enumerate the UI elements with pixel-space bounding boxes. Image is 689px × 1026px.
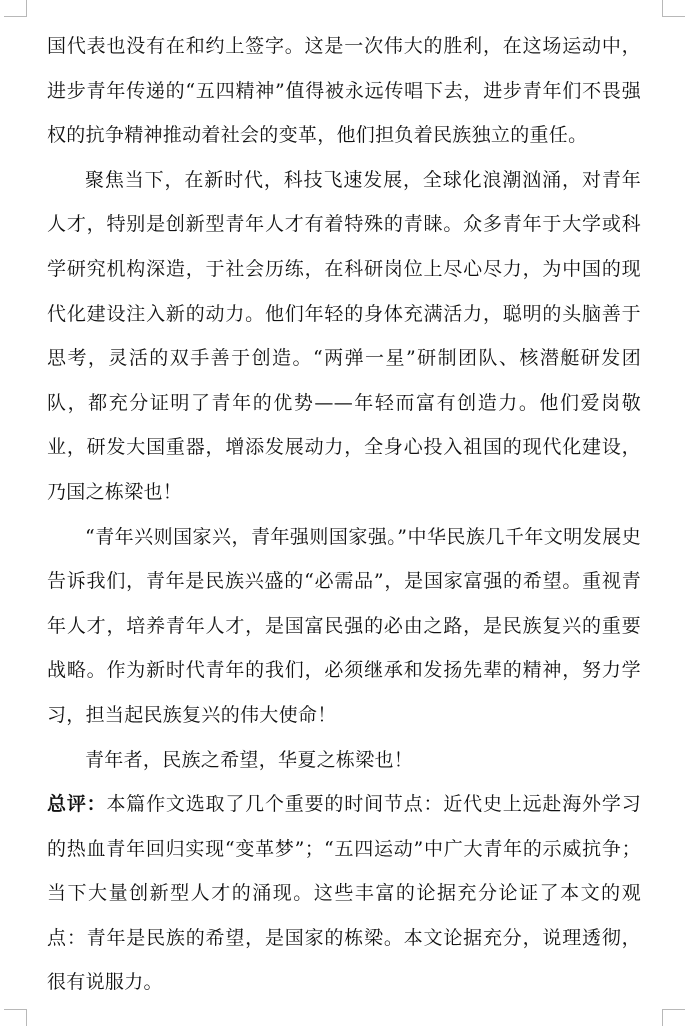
paragraph-1: 国代表也没有在和约上签字。这是一次伟大的胜利，在这场运动中，进步青年传递的“五四精神”值得被永远传唱下去，进步青年们不畏强权的抗争精神推动着社会的变革，他们担负着民族独立的重任。 bbox=[47, 35, 641, 147]
crop-mark-bottom-left bbox=[4, 1009, 27, 1026]
overall-comment-text: 本篇作文选取了几个重要的时间节点：近代史上远赴海外学习的热血青年回归实现“变革梦”；“五四运动”中广大青年的示威抗争；当下大量创新型人才的涌现。这些丰富的论据充分论证了本文的观点：青年是民族的希望，是国家的栋梁。本文论据充分，说理透彻，很有说服力。 bbox=[47, 793, 641, 994]
overall-comment bbox=[47, 782, 641, 1005]
overall-comment-label: 总评： bbox=[47, 793, 107, 816]
paragraph-2: 聚焦当下，在新时代，科技飞速发展，全球化浪潮汹涌，对青年人才，特别是创新型青年人才有着特殊的青睐。众多青年于大学或科学研究机构深造，于社会历练，在科研岗位上尽心尽力，为中国的现代化建设注入新的动力。他们年轻的身体充满活力，聪明的头脑善于思考，灵活的双手善于创造。“两弹一星”研制团队、核潜艇研发团队，都充分证明了青年的优势——年轻而富有创造力。他们爱岗敬业，研发大国重器，增添发展动力，全身心投入祖国的现代化建设，乃国之栋梁也！ bbox=[47, 168, 641, 503]
paragraph-4: 青年者，民族之希望，华夏之栋梁也！ bbox=[85, 748, 414, 771]
document-body bbox=[47, 24, 641, 1005]
crop-mark-top-right bbox=[662, 0, 685, 17]
paragraph-3: “青年兴则国家兴，青年强则国家强。”中华民族几千年文明发展史告诉我们，青年是民族兴盛的“必需品”，是国家富强的希望。重视青年人才，培养青年人才，是国富民强的必由之路，是民族复兴的重要战略。作为新时代青年的我们，必须继承和发扬先辈的精神，努力学习，担当起民族复兴的伟大使命！ bbox=[47, 525, 641, 726]
crop-mark-bottom-right bbox=[662, 1009, 685, 1026]
crop-mark-top-left bbox=[4, 0, 27, 17]
